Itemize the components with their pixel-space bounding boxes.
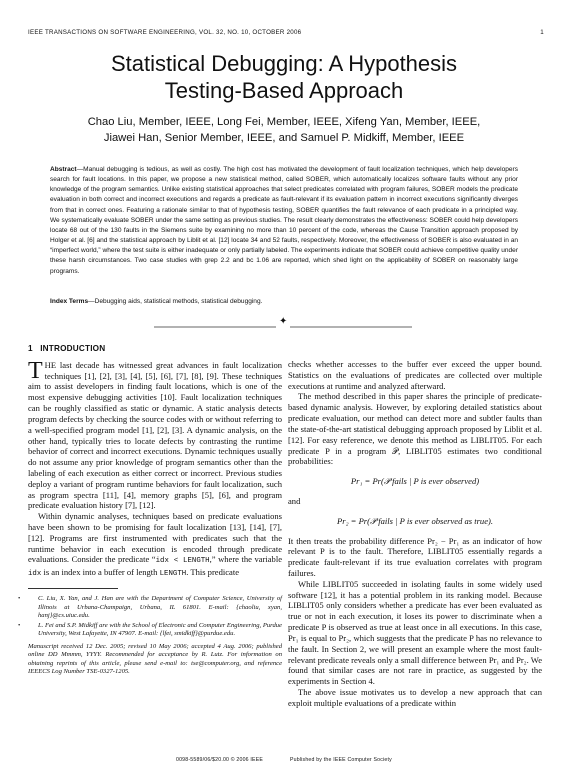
copyright-line: 0098-5589/06/$20.00 © 2006 IEEE	[176, 757, 264, 763]
right-paragraph-3: It then treats the probability difference Pr₂ − Pr₁ as an indicator of how relevant P is to the fault. Therefore, LIBLIT05 essentially regards a predicate fault-relevant if its true evaluation correlates with program failures.	[288, 535, 542, 578]
code-length: LENGTH	[159, 570, 187, 579]
intro-text-2c: is an index into a buffer of length	[41, 567, 160, 578]
code-predicate: idx < LENGTH	[155, 557, 210, 566]
section-title: INTRODUCTION	[40, 344, 106, 353]
equation-2: Pr₂ = Pr(𝒫 fails | P is ever observed as true).	[337, 515, 493, 526]
abstract-text: —Manual debugging is tedious, as well as costly. The high cost has motivated the development of fault localization techniques, which help developers search for fault locations. In this paper, we propose a new statistical method, called SOBER, which automatically localizes software faults without any prior knowledge of the program semantics. Unlike existing statistical approaches that select predicates correlated with program failures, SOBER models the predicate evaluation in both correct and incorrect executions and regards a predicate as fault-relevant if its evaluation pattern in incorrect executions significantly diverges from that in correct ones. Featuring a rationale similar to that of hypothesis testing, SOBER quantifies the fault relevance of each predicate in a principled way. We systematically evaluate SOBER under the same setting as previous studies. The result clearly demonstrates the effectiveness: SOBER could help developers locate 68 out of the 130 faults in the Siemens suite by examining no more than 10 percent of the code, whereas the Cause Transition approach proposed by Holger et al. [6] and the statistical approach by Liblit et al. [12] locate 34 and 52 faults, respectively. Moreover, the effectiveness of SOBER is also evaluated in an “imperfect world,” where the test suite is either inadequate or only partially labeled. The experiments indicate that SOBER could achieve competitive quality under these harsh circumstances. Two case studies with grep 2.2 and bc 1.06 are reported, which shed light on the applicability of SOBER on reasonably large programs.	[50, 166, 518, 275]
title-line-2: Testing-Based Approach	[164, 78, 404, 103]
and-text: and	[288, 495, 301, 506]
footnote-rule	[28, 588, 118, 589]
section-divider	[0, 318, 567, 326]
right-paragraph-2: The method described in this paper shares the principle of predicate-based dynamic analysis. However, by exploring detailed statistics about predicate evaluation, our method can detect more and subtler faults than the state-of-the-art statistical debugging approach proposed by Liblit et al. [12]. For easy reference, we denote this method as LIBLIT05. For each predicate P in a program 𝒫, LIBLIT05 estimates two conditional probabilities:	[288, 391, 542, 467]
page-number: 1	[540, 29, 544, 36]
abstract-label: Abstract	[50, 166, 77, 173]
index-terms	[50, 297, 518, 307]
intro-text-2a: Within dynamic analyses, techniques based on predicate evaluations have been shown to be promising for fault localization [13], [14], [7], [12]. Programs are first instrumented with predicates such that the runtime behavior in each execution is encoded through predicate evaluations. Consider the predicate “	[28, 511, 282, 565]
index-terms-text: —Debugging aids, statistical methods, statistical debugging.	[88, 298, 263, 305]
bullet-icon: •	[18, 621, 21, 629]
section-heading	[28, 344, 282, 355]
bullet-icon: •	[18, 595, 21, 603]
right-paragraph-4: While LIBLIT05 succeeded in isolating faults in some widely used software [12], it has a potential problem in its ranking model. Because LIBLIT05 only considers whether a predicate has ever been evaluated as true or not in each execution, it loses its power to discriminate when a predicate P is observed as true at least once in all executions. In this case, Pr₁ is equal to Pr₂, which suggests that the predicate P has no relevance to the fault. In Section 2, we will present an example where the most fault-relevant predicate reveals only a small difference between Pr₁ and Pr₂. We found that similar cases are not rare in practice, as suggested by the experiments in Section 4.	[288, 578, 542, 687]
running-header	[28, 29, 544, 36]
paper-title	[28, 50, 540, 104]
equation-1: Pr₁ = Pr(𝒫 fails | P is ever observed)	[350, 476, 480, 487]
author-list	[28, 114, 540, 146]
right-paragraph-5: The above issue motivates us to develop a new approach that can exploit multiple evaluations of a predicate within	[288, 686, 542, 708]
footnote-item	[18, 595, 282, 621]
journal-info: IEEE TRANSACTIONS ON SOFTWARE ENGINEERING, VOL. 32, NO. 10, OCTOBER 2006	[28, 29, 302, 36]
index-terms-label: Index Terms	[50, 298, 89, 305]
intro-paragraph-1	[28, 357, 282, 511]
footnote-text: L. Fei and S.P. Midkiff are with the School of Electronic and Computer Engineering, Purdue University, West Lafayette, IN 47907. E-mail: {lfei, smidkiff}@purdue.edu.	[38, 621, 282, 638]
publisher-line: Published by the IEEE Computer Society	[290, 757, 392, 763]
divider-star-icon: ✦	[279, 316, 288, 327]
right-column	[288, 359, 542, 709]
intro-text-2b: ,” where the variable	[209, 554, 282, 565]
section-number: 1	[28, 344, 33, 353]
authors-line-2: Jiawei Han, Senior Member, IEEE, and Samuel P. Midkiff, Member, IEEE	[103, 132, 465, 144]
intro-text-2d: . This predicate	[186, 567, 240, 578]
authors-line-1: Chao Liu, Member, IEEE, Long Fei, Member, IEEE, Xifeng Yan, Member, IEEE,	[87, 116, 481, 128]
intro-paragraph-2	[28, 511, 282, 580]
abstract	[50, 165, 518, 277]
drop-cap-lead: HE	[44, 359, 57, 370]
manuscript-note: Manuscript received 12 Dec. 2005; revised 10 May 2006; accepted 4 Aug. 2006; published online DD Mmmm, YYYY. Recommended for acceptance by R. Lutz. For information on obtaining reprints of this article, please send e-mail to: tse@computer.org, and reference IEEECS Log Number TSE-0327-1205.	[28, 642, 282, 676]
right-paragraph-1: checks whether accesses to the buffer ever exceed the upper bound. Statistics on the evaluations of predicates are collected over multiple executions at runtime and analyzed afterward.	[288, 359, 542, 391]
drop-cap: T	[28, 357, 43, 384]
code-idx: idx	[28, 570, 42, 579]
title-line-1: Statistical Debugging: A Hypothesis	[110, 51, 458, 76]
footnote-item	[18, 621, 282, 639]
intro-text-1: last decade has witnessed great advances in fault localization techniques [1], [2], [3], [4], [5], [6], [7], [8], [9]. These techniques aim to assist developers in finding fault locations, which is one of the most expensive debugging activities [10]. Fault localization techniques can be roughly classified as static or dynamic. A static analysis detects program defects by checking the source codes with or without referring to a well-specified program model [1], [2], [3]. A dynamic analysis, on the other hand, typically tries to locate defects by contrasting the runtime behavior of correct and incorrect executions. Dynamic techniques usually do not assume any prior knowledge of program semantics other than the labeling of each execution as either correct or incorrect. Previous studies deploy a variant of program runtime behaviors for fault localization, such as program spectra [11], [4], memory graphs [5], [6], and program predicate evaluation history [7], [12].	[28, 359, 282, 511]
left-column	[18, 344, 282, 677]
footnotes	[18, 595, 282, 677]
footnote-text: C. Liu, X. Yan, and J. Han are with the Department of Computer Science, University of Illinois at Urbana-Champaign, Urbana, IL 61801. E-mail: {chaoliu, xyan, hanj}@cs.uiuc.edu.	[38, 595, 282, 620]
